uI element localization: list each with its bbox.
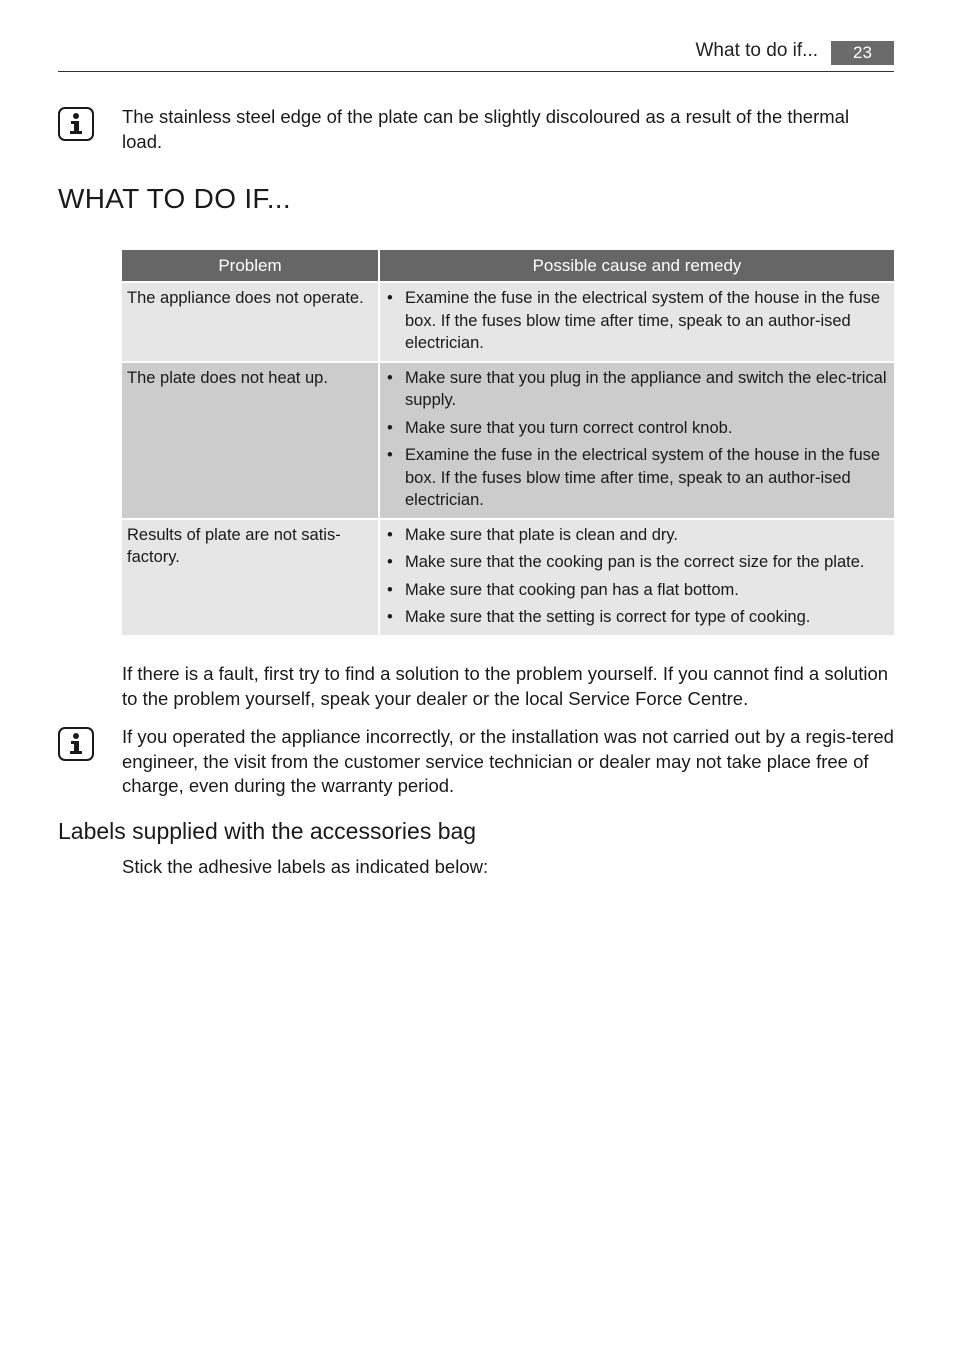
remedy-item: • Make sure that the setting is correct for type of cooking. [385,606,889,629]
remedy-item: • Make sure that you turn correct control knob. [385,417,889,440]
remedy-item: • Make sure that you plug in the appliance and switch the elec-trical supply. [385,367,889,412]
problem-cell: The plate does not heat up. [122,361,380,518]
table-row [122,518,894,635]
remedy-item: • Make sure that cooking pan has a flat bottom. [385,579,889,602]
labels-instruction: Stick the adhesive labels as indicated below: [122,856,489,877]
note-warranty: If you operated the appliance incorrectly, or the installation was not carried out by a regis-tered engineer, the visit from the customer service technician or dealer may not take place free of charge, even during the warranty period. [122,726,894,796]
table-row [122,281,894,361]
troubleshooting-table [122,250,894,635]
info-icon [58,107,94,141]
section-title: WHAT TO DO IF... [58,183,291,214]
table-header-row [122,250,894,281]
column-header-problem: Problem [122,250,380,281]
remedy-cell [380,361,894,518]
remedy-item: • Examine the fuse in the electrical system of the house in the fuse box. If the fuses blow time after time, speak to an author-ised electrician. [385,287,889,355]
remedy-item: • Examine the fuse in the electrical system of the house in the fuse box. If the fuses blow time after time, speak to an author-ised electrician. [385,444,889,512]
remedy-item: • Make sure that plate is clean and dry. [385,524,889,547]
page-header [58,38,894,72]
header-title: What to do if... [695,40,818,61]
labels-heading: Labels supplied with the accessories bag [58,818,477,844]
info-icon [58,727,94,761]
remedy-cell [380,518,894,635]
note-thermal: The stainless steel edge of the plate can be slightly discoloured as a result of the thermal load. [122,106,850,152]
page-number: 23 [831,41,894,65]
fault-paragraph: If there is a fault, first try to find a solution to the problem yourself. If you cannot find a solution to the problem yourself, speak your dealer or the local Service Force Centre. [122,663,889,709]
remedy-item: • Make sure that the cooking pan is the correct size for the plate. [385,551,889,574]
column-header-remedy: Possible cause and remedy [380,250,894,281]
problem-cell: The appliance does not operate. [122,281,380,361]
remedy-cell [380,281,894,361]
problem-cell: Results of plate are not satis-factory. [122,518,380,635]
table-row [122,361,894,518]
